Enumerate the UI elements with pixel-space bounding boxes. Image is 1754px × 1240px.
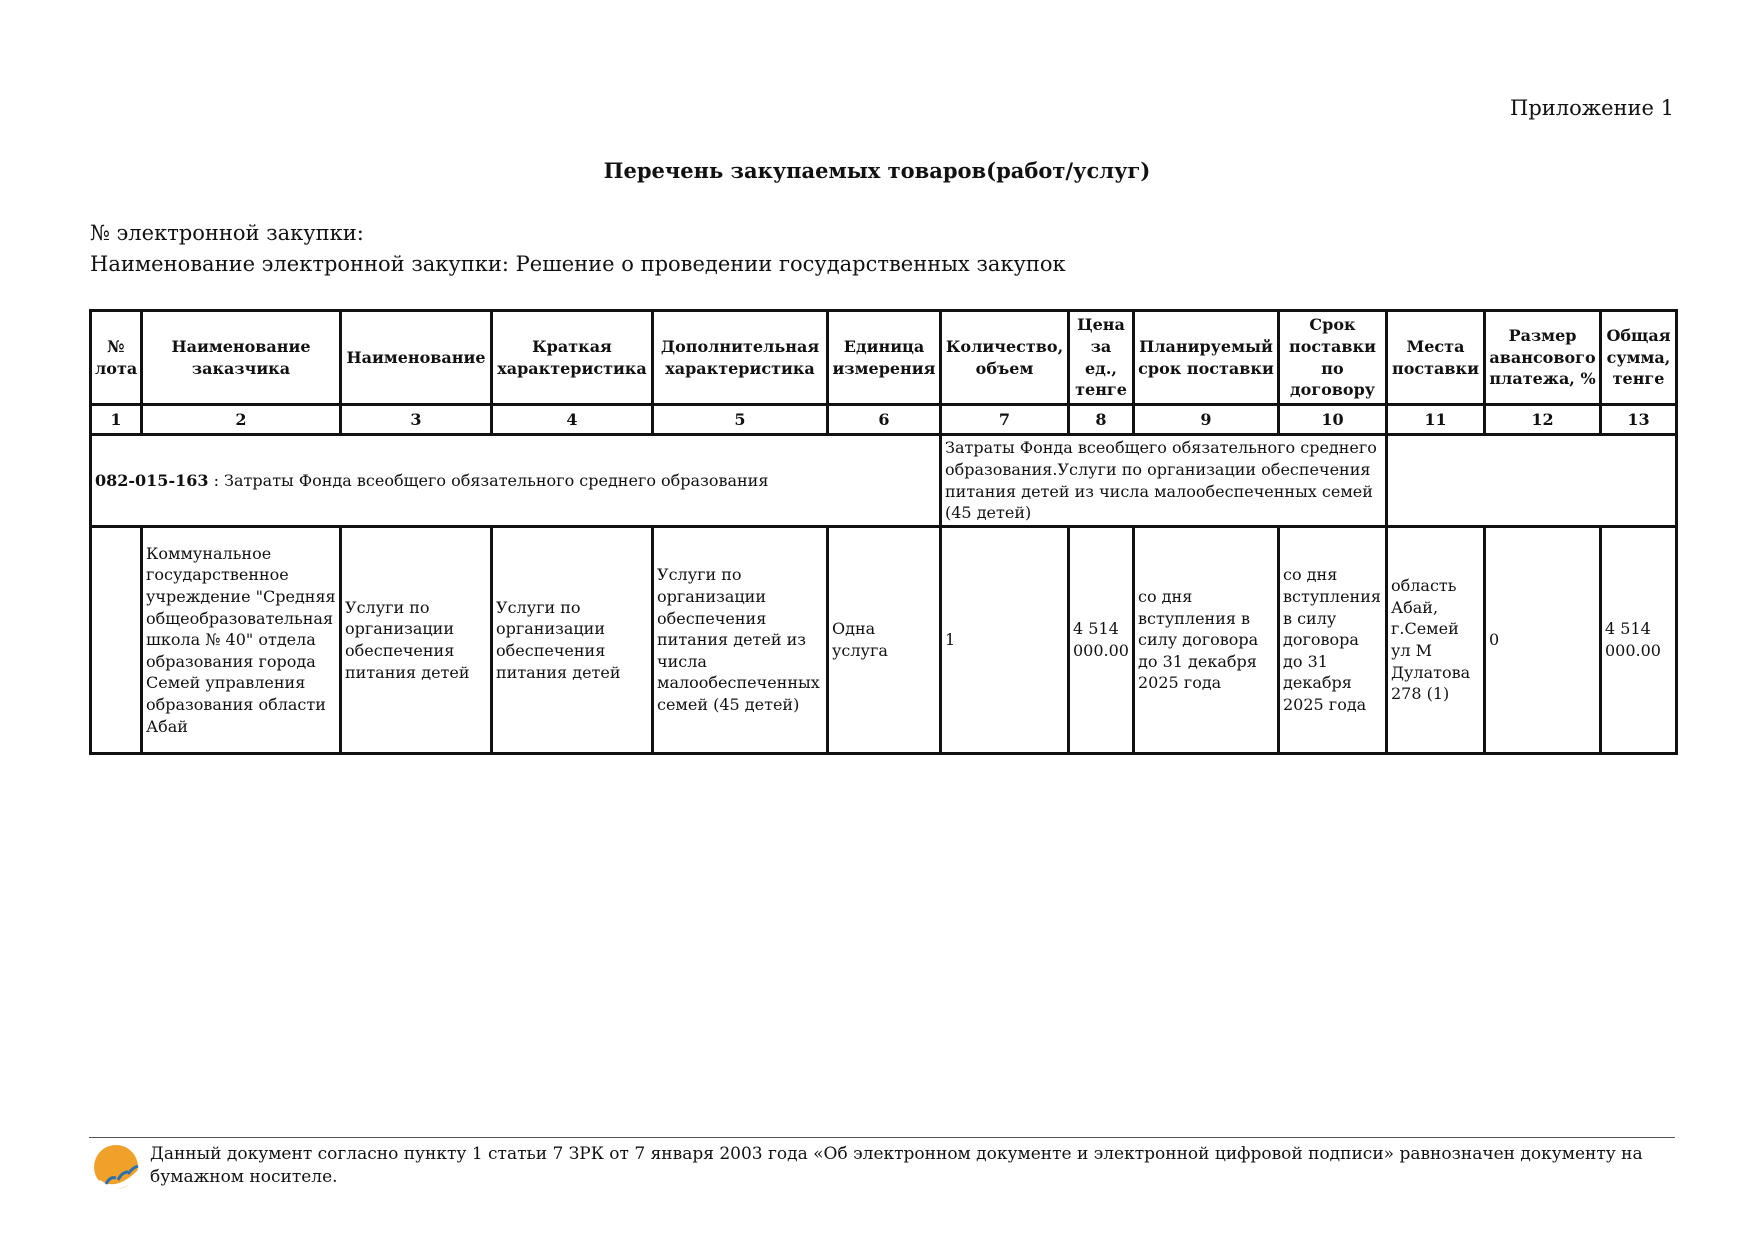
table-row [91,527,1677,754]
budget-group-empty-cell [1387,435,1677,527]
budget-group-title-cell [91,435,941,527]
budget-program-name: : Затраты Фонда всеобщего обязательного среднего образования [208,470,769,490]
header-cell-planned-term: Планируемый срок поставки [1134,311,1279,405]
column-number-cell: 6 [828,405,941,435]
cell-advance-payment: 0 [1485,527,1601,754]
footer-divider [89,1137,1675,1138]
column-number-cell: 13 [1601,405,1677,435]
header-cell-customer: Наименование заказчика [142,311,341,405]
header-cell-unit-price: Цена за ед., тенге [1069,311,1134,405]
cell-short-characteristic: Услуги по организации обеспечения питания детей [492,527,653,754]
budget-group-row [91,435,1677,527]
cell-unit: Одна услуга [828,527,941,754]
header-cell-quantity: Количество, объем [941,311,1069,405]
header-cell-additional-characteristic: Дополнительная характеристика [653,311,828,405]
document-title: Перечень закупаемых товаров(работ/услуг) [603,158,1151,183]
cell-customer: Коммунальное государственное учреждение "Средняя общеобразовательная школа № 40" отдела образования города Семей управления образования области Абай [142,527,341,754]
header-cell-name: Наименование [341,311,492,405]
column-number-cell: 11 [1387,405,1485,435]
column-number-cell: 9 [1134,405,1279,435]
cell-lot-number [91,527,142,754]
header-cell-delivery-place: Места поставки [1387,311,1485,405]
header-cell-advance-payment: Размер авансового платежа, % [1485,311,1601,405]
budget-group-description: Затраты Фонда всеобщего обязательного среднего образования.Услуги по организации обеспечения питания детей из числа малообеспеченных семей (45 детей) [941,435,1387,527]
cell-additional-characteristic: Услуги по организации обеспечения питания детей из числа малообеспеченных семей (45 детей) [653,527,828,754]
column-number-cell: 12 [1485,405,1601,435]
cell-contract-term: со дня вступления в силу договора до 31 декабря 2025 года [1279,527,1387,754]
column-number-cell: 3 [341,405,492,435]
column-number-cell: 1 [91,405,142,435]
appendix-label: Приложение 1 [1510,96,1674,120]
column-number-cell: 2 [142,405,341,435]
cell-unit-price: 4 514 000.00 [1069,527,1134,754]
procurement-name-line: Наименование электронной закупки: Решение о проведении государственных закупок [90,252,1066,276]
table-header-row [91,311,1677,405]
egov-sun-logo-icon [92,1140,144,1192]
procurement-number-label: № электронной закупки: [90,221,364,245]
footer-legal-notice: Данный документ согласно пункту 1 статьи 7 ЗРК от 7 января 2003 года «Об электронном документе и электронной цифровой подписи» равнозначен документу на бумажном носителе. [150,1144,1643,1187]
column-number-cell: 5 [653,405,828,435]
cell-quantity: 1 [941,527,1069,754]
header-cell-short-characteristic: Краткая характеристика [492,311,653,405]
column-number-cell: 7 [941,405,1069,435]
header-cell-lot-number: № лота [91,311,142,405]
column-number-row [91,405,1677,435]
column-number-cell: 4 [492,405,653,435]
header-cell-contract-term: Срок поставки по договору [1279,311,1387,405]
lots-table [89,309,1678,755]
cell-delivery-place: область Абай, г.Семей ул М Дулатова 278 (1) [1387,527,1485,754]
column-number-cell: 10 [1279,405,1387,435]
cell-name: Услуги по организации обеспечения питания детей [341,527,492,754]
cell-total-amount: 4 514 000.00 [1601,527,1677,754]
cell-planned-term: со дня вступления в силу договора до 31 декабря 2025 года [1134,527,1279,754]
header-cell-unit: Единица измерения [828,311,941,405]
budget-program-code: 082-015-163 [95,470,209,490]
column-number-cell: 8 [1069,405,1134,435]
header-cell-total-amount: Общая сумма, тенге [1601,311,1677,405]
